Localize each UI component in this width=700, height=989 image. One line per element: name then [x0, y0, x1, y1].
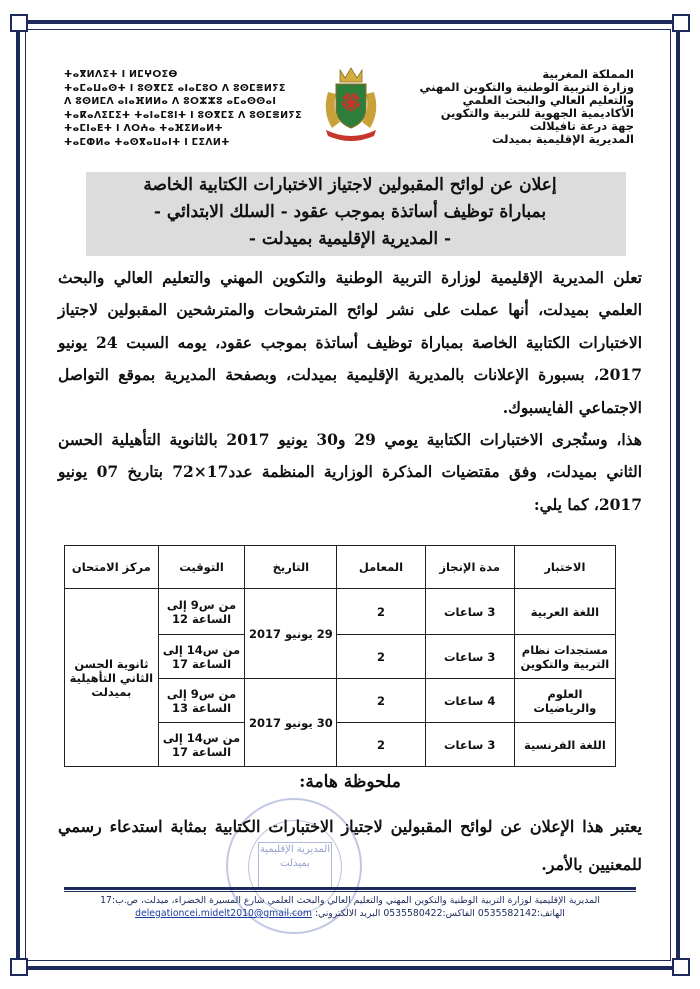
title-line: بمباراة توظيف أساتذة بموجب عقود - السلك الابتدائي - [153, 202, 547, 222]
cell-duration: 3 ساعات [425, 589, 514, 635]
footer-address: المديرية الإقليمية لوزارة التربية الوطنية والتكوين المهني والتعليم العالي والبحث العلمي شارع المسيرة الخضراء، ميدلت، ص.ب:17 [100, 895, 600, 906]
footer-email-label: البريد الالكتروني: [314, 908, 381, 919]
corner-ornament [10, 958, 28, 976]
cell-coefficient: 2 [337, 589, 425, 635]
header-tifinagh [64, 68, 304, 149]
column-header: مدة الإنجاز [425, 546, 514, 589]
footer-email-link[interactable]: delegationcei.midelt2010@gmail.com [135, 908, 312, 919]
header-line: ⵜⴰⵎⵀⵍⴰ ⵜⴰⵙⴳⴰⵡⴰⵏⵜ ⵏ ⵎⵉⴷⵍⵜ [64, 136, 230, 148]
title-line: - المديرية الإقليمية بميدلت - [248, 229, 452, 249]
cell-subject: اللغة الفرنسية [514, 723, 615, 767]
table-row [65, 589, 616, 635]
header-line: ⵜⴰⴽⴰⴷⵉⵎⵉⵜ ⵜⴰⵏⴰⵎⵓⵏⵜ ⵏ ⵓⵙⴳⵎⵉ ⴷ ⵓⵙⵎⴻⵍⵢⵉ [64, 109, 302, 121]
footer-divider [64, 887, 636, 890]
header-line: ⵜⴰⴳⵍⴷⵉⵜ ⵏ ⵍⵎⵖⵔⵉⴱ [64, 69, 178, 80]
column-header: التوقيت [158, 546, 245, 589]
cell-coefficient: 2 [337, 635, 425, 679]
cell-time: من س14 إلى الساعة 17 [158, 635, 245, 679]
announcement-title [60, 172, 640, 253]
cell-duration: 3 ساعات [425, 723, 514, 767]
cell-subject: اللغة العربية [514, 589, 615, 635]
cell-coefficient: 2 [337, 679, 425, 723]
cell-subject: العلوم والرياضيات [514, 679, 615, 723]
cell-duration: 4 ساعات [425, 679, 514, 723]
corner-ornament [672, 14, 690, 32]
stamp-label: المديرية الإقليمية بميدلت [258, 842, 332, 890]
cell-time: من س9 إلى الساعة 12 [158, 589, 245, 635]
header-arabic [394, 68, 634, 146]
column-header: التاريخ [245, 546, 337, 589]
body-paragraph: هذا، وستُجرى الاختبارات الكتابية يومي 29 و30 يونيو 2017 بالثانوية التأهيلية الحسن الثاني بميدلت، وفق مقتضيات المذكرة الوزارية المنظمة عدد17×72 بتاريخ 07 يونيو 2017، كما يلي: [58, 430, 643, 514]
header-line: وزارة التربية الوطنية والتكوين المهني [419, 80, 634, 94]
corner-ornament [672, 958, 690, 976]
cell-date: 30 يونيو 2017 [245, 679, 337, 767]
exam-schedule-table [64, 545, 616, 767]
body-paragraph: تعلن المديرية الإقليمية لوزارة التربية الوطنية والتكوين المهني والتعليم العالي والبحث العلمي بميدلت، أنها عملت على نشر لوائح المترشحات والمترشحين المقبولين لاجتياز الاختبارات الكتابية الخاصة بمباراة توظيف أساتذة بموجب عقود، يومه السبت 24 يونيو 2017، بسبورة الإعلانات بالمديرية الإقليمية بميدلت، وبصفحة المديرية بموقع التواصل الاجتماعي الفايسبوك. [58, 268, 643, 417]
royal-emblem-icon [318, 62, 384, 144]
footer-contacts [58, 907, 642, 920]
footer [58, 894, 642, 920]
column-header: المعامل [337, 546, 425, 589]
header-line: جهة درعة تافيلالت [529, 119, 634, 133]
footer-fax: الفاكس:0535580422 [383, 908, 475, 919]
cell-date: 29 يونيو 2017 [245, 589, 337, 679]
header-line: المديرية الإقليمية بميدلت [491, 132, 634, 146]
header-line: ⵜⴰⵎⴰⵡⴰⵙⵜ ⵏ ⵓⵙⴳⵎⵉ ⴰⵏⴰⵎⵓⵔ ⴷ ⵓⵙⵎⴻⵍⵢⵉ [64, 82, 286, 94]
cell-subject: مستجدات نظام التربية والتكوين [514, 635, 615, 679]
header-line: ⴷ ⵓⵙⵍⵎⴷ ⴰⵏⴰⴼⵍⵍⴰ ⴷ ⵓⵔⵣⵣⵓ ⴰⵎⴰⵙⵙⴰⵏ [64, 96, 277, 107]
corner-ornament [10, 14, 28, 32]
column-header: الاختبار [514, 546, 615, 589]
cell-time: من س9 إلى الساعة 13 [158, 679, 245, 723]
cell-exam-center: ثانوية الحسن الثاني التأهيلية بميدلت [65, 589, 159, 767]
header-line: ⵜⴰⵎⵏⴰⴹⵜ ⵏ ⴷⵔⵄⴰ ⵜⴰⴼⵉⵍⴰⵍⵜ [64, 123, 224, 134]
cell-duration: 3 ساعات [425, 635, 514, 679]
footer-divider [64, 891, 636, 892]
header-line: الأكاديمية الجهوية للتربية والتكوين [440, 106, 634, 120]
header-line: المملكة المغربية [542, 67, 634, 81]
header-line: والتعليم العالي والبحث العلمي [462, 93, 634, 107]
table-header-row [65, 546, 616, 589]
announcement-body [58, 262, 642, 521]
cell-time: من س14 إلى الساعة 17 [158, 723, 245, 767]
title-line: إعلان عن لوائح المقبولين لاجتياز الاختبارات الكتابية الخاصة [143, 175, 557, 195]
column-header: مركز الامتحان [65, 546, 159, 589]
cell-coefficient: 2 [337, 723, 425, 767]
footer-phone: الهاتف:0535582142 [477, 908, 565, 919]
note-text: يعتبر هذا الإعلان عن لوائح المقبولين لاجتياز الاختبارات الكتابية بمثابة استدعاء رسمي للمعنيين بالأمر. [58, 817, 642, 874]
note-heading: ملحوظة هامة: [299, 772, 401, 792]
